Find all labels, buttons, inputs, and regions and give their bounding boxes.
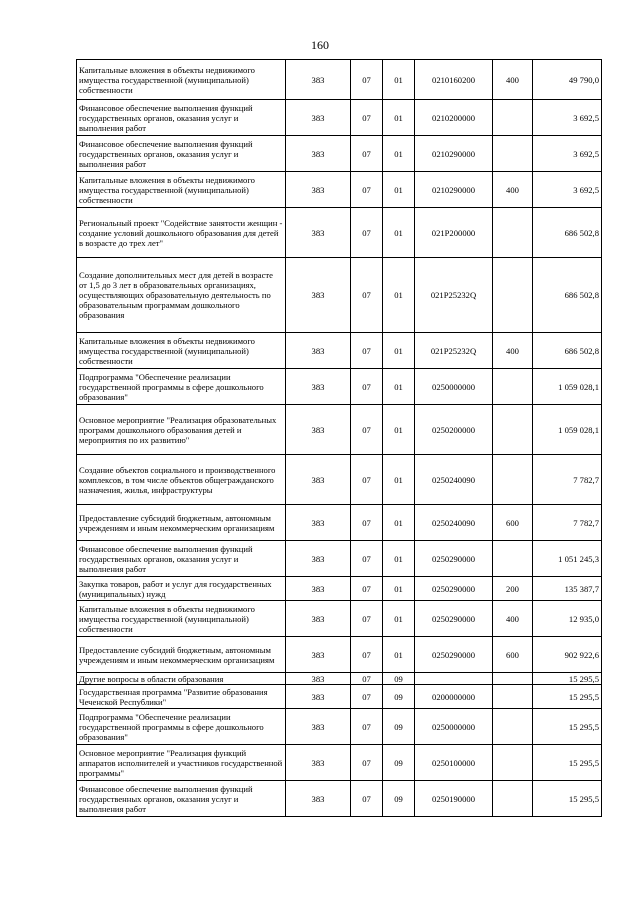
- row-name-cell: Региональный проект "Содействие занятости женщин - создание условий дошкольного образования для детей в возрасте до трех лет": [77, 208, 286, 258]
- table-row: [77, 100, 602, 136]
- table-row: [77, 541, 602, 577]
- ministry-code-cell: 383: [286, 333, 351, 369]
- subsection-code-cell: 01: [383, 541, 415, 577]
- section-code-cell: 07: [351, 781, 383, 817]
- row-name-cell: Капитальные вложения в объекты недвижимого имущества государственной (муниципальной) собственности: [77, 601, 286, 637]
- ministry-code-cell: 383: [286, 100, 351, 136]
- table-row: [77, 637, 602, 673]
- section-code-cell: 07: [351, 637, 383, 673]
- amount-cell: 686 502,8: [533, 208, 602, 258]
- target-article-cell: 0250290000: [415, 541, 493, 577]
- amount-cell: 3 692,5: [533, 100, 602, 136]
- amount-cell: 1 059 028,1: [533, 369, 602, 405]
- ministry-code-cell: 383: [286, 136, 351, 172]
- section-code-cell: 07: [351, 601, 383, 637]
- amount-cell: 15 295,5: [533, 685, 602, 709]
- expense-type-cell: 200: [493, 577, 533, 601]
- subsection-code-cell: 09: [383, 685, 415, 709]
- ministry-code-cell: 383: [286, 172, 351, 208]
- ministry-code-cell: 383: [286, 685, 351, 709]
- ministry-code-cell: 383: [286, 577, 351, 601]
- target-article-cell: 0250200000: [415, 405, 493, 455]
- target-article-cell: 021P25232Q: [415, 258, 493, 333]
- expense-type-cell: [493, 208, 533, 258]
- section-code-cell: 07: [351, 100, 383, 136]
- amount-cell: 3 692,5: [533, 136, 602, 172]
- expense-type-cell: [493, 369, 533, 405]
- table-row: [77, 709, 602, 745]
- subsection-code-cell: 01: [383, 172, 415, 208]
- section-code-cell: 07: [351, 577, 383, 601]
- section-code-cell: 07: [351, 745, 383, 781]
- target-article-cell: 021P200000: [415, 208, 493, 258]
- expense-type-cell: 400: [493, 172, 533, 208]
- expense-type-cell: [493, 258, 533, 333]
- amount-cell: 12 935,0: [533, 601, 602, 637]
- subsection-code-cell: 01: [383, 258, 415, 333]
- table-row: [77, 60, 602, 100]
- page-number: 160: [311, 38, 329, 52]
- row-name-cell: Подпрограмма "Обеспечение реализации государственной программы в сфере дошкольного образования": [77, 709, 286, 745]
- section-code-cell: 07: [351, 405, 383, 455]
- target-article-cell: 0200000000: [415, 685, 493, 709]
- budget-table: [76, 59, 602, 817]
- subsection-code-cell: 01: [383, 208, 415, 258]
- subsection-code-cell: 01: [383, 405, 415, 455]
- table-row: [77, 455, 602, 505]
- target-article-cell: 0250290000: [415, 637, 493, 673]
- expense-type-cell: [493, 781, 533, 817]
- target-article-cell: 0210290000: [415, 136, 493, 172]
- target-article-cell: 0250000000: [415, 709, 493, 745]
- row-name-cell: Подпрограмма "Обеспечение реализации государственной программы в сфере дошкольного образования": [77, 369, 286, 405]
- expense-type-cell: [493, 405, 533, 455]
- ministry-code-cell: 383: [286, 541, 351, 577]
- amount-cell: 15 295,5: [533, 781, 602, 817]
- target-article-cell: 0250100000: [415, 745, 493, 781]
- row-name-cell: Предоставление субсидий бюджетным, автономным учреждениям и иным некоммерческим организациям: [77, 637, 286, 673]
- row-name-cell: Основное мероприятие "Реализация образовательных программ дошкольного образования детей и мероприятия по их развитию": [77, 405, 286, 455]
- amount-cell: 1 059 028,1: [533, 405, 602, 455]
- amount-cell: 7 782,7: [533, 505, 602, 541]
- section-code-cell: 07: [351, 709, 383, 745]
- subsection-code-cell: 01: [383, 577, 415, 601]
- subsection-code-cell: 09: [383, 709, 415, 745]
- section-code-cell: 07: [351, 60, 383, 100]
- target-article-cell: 0250290000: [415, 577, 493, 601]
- table-row: [77, 369, 602, 405]
- amount-cell: 686 502,8: [533, 333, 602, 369]
- subsection-code-cell: 01: [383, 136, 415, 172]
- table-row: [77, 172, 602, 208]
- row-name-cell: Закупка товаров, работ и услуг для государственных (муниципальных) нужд: [77, 577, 286, 601]
- section-code-cell: 07: [351, 541, 383, 577]
- row-name-cell: Финансовое обеспечение выполнения функций государственных органов, оказания услуг и выполнения работ: [77, 541, 286, 577]
- amount-cell: 902 922,6: [533, 637, 602, 673]
- table-row: [77, 136, 602, 172]
- section-code-cell: 07: [351, 685, 383, 709]
- ministry-code-cell: 383: [286, 208, 351, 258]
- expense-type-cell: 400: [493, 601, 533, 637]
- table-row: [77, 333, 602, 369]
- section-code-cell: 07: [351, 208, 383, 258]
- table-body: [77, 60, 602, 817]
- subsection-code-cell: 01: [383, 369, 415, 405]
- target-article-cell: 0250240090: [415, 455, 493, 505]
- amount-cell: 1 051 245,3: [533, 541, 602, 577]
- expense-type-cell: 600: [493, 505, 533, 541]
- row-name-cell: Государственная программа "Развитие образования Чеченской Республики": [77, 685, 286, 709]
- expense-type-cell: [493, 673, 533, 685]
- target-article-cell: [415, 673, 493, 685]
- ministry-code-cell: 383: [286, 781, 351, 817]
- table-row: [77, 601, 602, 637]
- table-row: [77, 781, 602, 817]
- subsection-code-cell: 01: [383, 60, 415, 100]
- target-article-cell: 0250000000: [415, 369, 493, 405]
- amount-cell: 135 387,7: [533, 577, 602, 601]
- section-code-cell: 07: [351, 505, 383, 541]
- expense-type-cell: [493, 136, 533, 172]
- table-row: [77, 745, 602, 781]
- ministry-code-cell: 383: [286, 60, 351, 100]
- row-name-cell: Создание объектов социального и производственного комплексов, в том числе объектов общегражданского назначения, жилья, инфраструктуры: [77, 455, 286, 505]
- expense-type-cell: [493, 541, 533, 577]
- target-article-cell: 0250290000: [415, 601, 493, 637]
- row-name-cell: Капитальные вложения в объекты недвижимого имущества государственной (муниципальной) собственности: [77, 172, 286, 208]
- expense-type-cell: [493, 709, 533, 745]
- section-code-cell: 07: [351, 333, 383, 369]
- section-code-cell: 07: [351, 455, 383, 505]
- target-article-cell: 021P25232Q: [415, 333, 493, 369]
- row-name-cell: Финансовое обеспечение выполнения функций государственных органов, оказания услуг и выполнения работ: [77, 136, 286, 172]
- table-row: [77, 405, 602, 455]
- subsection-code-cell: 01: [383, 333, 415, 369]
- section-code-cell: 07: [351, 369, 383, 405]
- ministry-code-cell: 383: [286, 405, 351, 455]
- expense-type-cell: 600: [493, 637, 533, 673]
- expense-type-cell: [493, 745, 533, 781]
- ministry-code-cell: 383: [286, 455, 351, 505]
- target-article-cell: 0210200000: [415, 100, 493, 136]
- subsection-code-cell: 01: [383, 637, 415, 673]
- row-name-cell: Создание дополнительных мест для детей в возрасте от 1,5 до 3 лет в образовательных организациях, осуществляющих образовательную деятельность по образовательным программам дошкольного образования: [77, 258, 286, 333]
- subsection-code-cell: 01: [383, 455, 415, 505]
- amount-cell: 686 502,8: [533, 258, 602, 333]
- table-row: [77, 258, 602, 333]
- ministry-code-cell: 383: [286, 601, 351, 637]
- section-code-cell: 07: [351, 136, 383, 172]
- amount-cell: 15 295,5: [533, 745, 602, 781]
- table-row: [77, 577, 602, 601]
- expense-type-cell: [493, 100, 533, 136]
- row-name-cell: Основное мероприятие "Реализация функций аппаратов исполнителей и участников государственной программы": [77, 745, 286, 781]
- table-row: [77, 505, 602, 541]
- subsection-code-cell: 01: [383, 601, 415, 637]
- target-article-cell: 0210290000: [415, 172, 493, 208]
- row-name-cell: Предоставление субсидий бюджетным, автономным учреждениям и иным некоммерческим организациям: [77, 505, 286, 541]
- row-name-cell: Финансовое обеспечение выполнения функций государственных органов, оказания услуг и выполнения работ: [77, 100, 286, 136]
- target-article-cell: 0250190000: [415, 781, 493, 817]
- ministry-code-cell: 383: [286, 745, 351, 781]
- section-code-cell: 07: [351, 172, 383, 208]
- ministry-code-cell: 383: [286, 258, 351, 333]
- target-article-cell: 0250240090: [415, 505, 493, 541]
- row-name-cell: Капитальные вложения в объекты недвижимого имущества государственной (муниципальной) собственности: [77, 333, 286, 369]
- row-name-cell: Капитальные вложения в объекты недвижимого имущества государственной (муниципальной) собственности: [77, 60, 286, 100]
- ministry-code-cell: 383: [286, 709, 351, 745]
- section-code-cell: 07: [351, 673, 383, 685]
- expense-type-cell: 400: [493, 333, 533, 369]
- section-code-cell: 07: [351, 258, 383, 333]
- expense-type-cell: 400: [493, 60, 533, 100]
- amount-cell: 15 295,5: [533, 673, 602, 685]
- ministry-code-cell: 383: [286, 673, 351, 685]
- expense-type-cell: [493, 455, 533, 505]
- amount-cell: 15 295,5: [533, 709, 602, 745]
- subsection-code-cell: 01: [383, 100, 415, 136]
- amount-cell: 49 790,0: [533, 60, 602, 100]
- row-name-cell: Финансовое обеспечение выполнения функций государственных органов, оказания услуг и выполнения работ: [77, 781, 286, 817]
- ministry-code-cell: 383: [286, 637, 351, 673]
- subsection-code-cell: 09: [383, 745, 415, 781]
- expense-type-cell: [493, 685, 533, 709]
- subsection-code-cell: 09: [383, 781, 415, 817]
- amount-cell: 3 692,5: [533, 172, 602, 208]
- table-row: [77, 685, 602, 709]
- ministry-code-cell: 383: [286, 505, 351, 541]
- row-name-cell: Другие вопросы в области образования: [77, 673, 286, 685]
- ministry-code-cell: 383: [286, 369, 351, 405]
- table-row: [77, 673, 602, 685]
- amount-cell: 7 782,7: [533, 455, 602, 505]
- table-row: [77, 208, 602, 258]
- subsection-code-cell: 09: [383, 673, 415, 685]
- subsection-code-cell: 01: [383, 505, 415, 541]
- target-article-cell: 0210160200: [415, 60, 493, 100]
